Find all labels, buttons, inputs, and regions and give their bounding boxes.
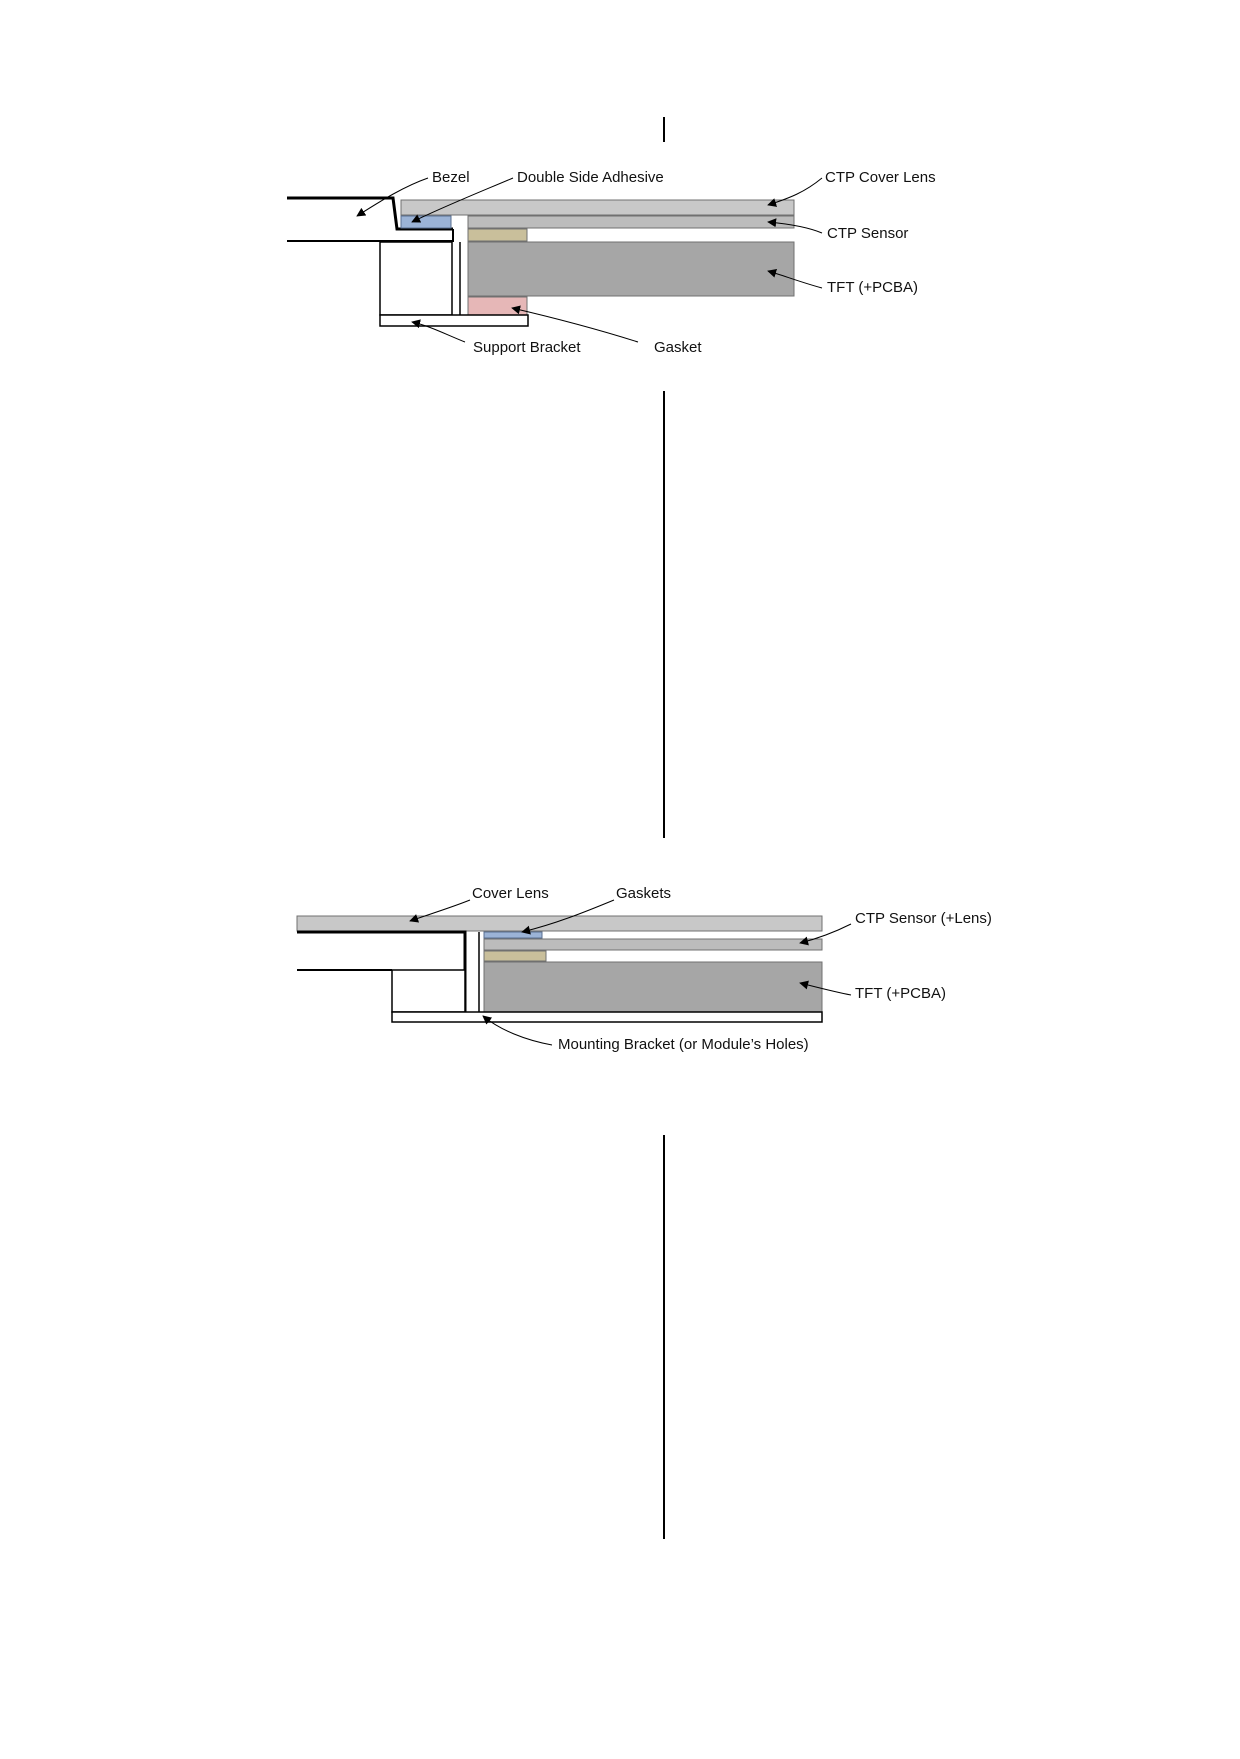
double-side-adhesive: [401, 216, 451, 228]
label-tft: TFT (+PCBA): [827, 279, 918, 296]
label-tft-bottom: TFT (+PCBA): [855, 985, 946, 1002]
label-double-side-adhesive: Double Side Adhesive: [517, 169, 664, 186]
label-cover-lens: Cover Lens: [472, 885, 549, 902]
tft-pcba-bottom: [484, 962, 822, 1012]
sensor-spacer: [468, 229, 527, 241]
ctp-cover-lens: [401, 200, 794, 215]
label-gasket: Gasket: [654, 339, 702, 356]
sensor-spacer-bottom: [484, 951, 546, 961]
ctp-sensor: [468, 216, 794, 228]
diagram-bottom: [297, 885, 992, 1539]
gaskets: [484, 932, 542, 938]
gasket: [468, 297, 527, 315]
label-bezel: Bezel: [432, 169, 470, 186]
leader-gasket: [512, 308, 638, 342]
diagram-top: [287, 117, 936, 838]
cover-lens: [297, 916, 822, 931]
label-ctp-cover-lens: CTP Cover Lens: [825, 169, 936, 186]
label-support-bracket: Support Bracket: [473, 339, 581, 356]
label-mounting-bracket: Mounting Bracket (or Module’s Holes): [558, 1036, 809, 1053]
label-ctp-sensor: CTP Sensor: [827, 225, 909, 242]
label-ctp-sensor-lens: CTP Sensor (+Lens): [855, 910, 992, 927]
label-gaskets: Gaskets: [616, 885, 672, 902]
tft-pcba: [468, 242, 794, 296]
ctp-sensor-lens: [484, 939, 822, 950]
